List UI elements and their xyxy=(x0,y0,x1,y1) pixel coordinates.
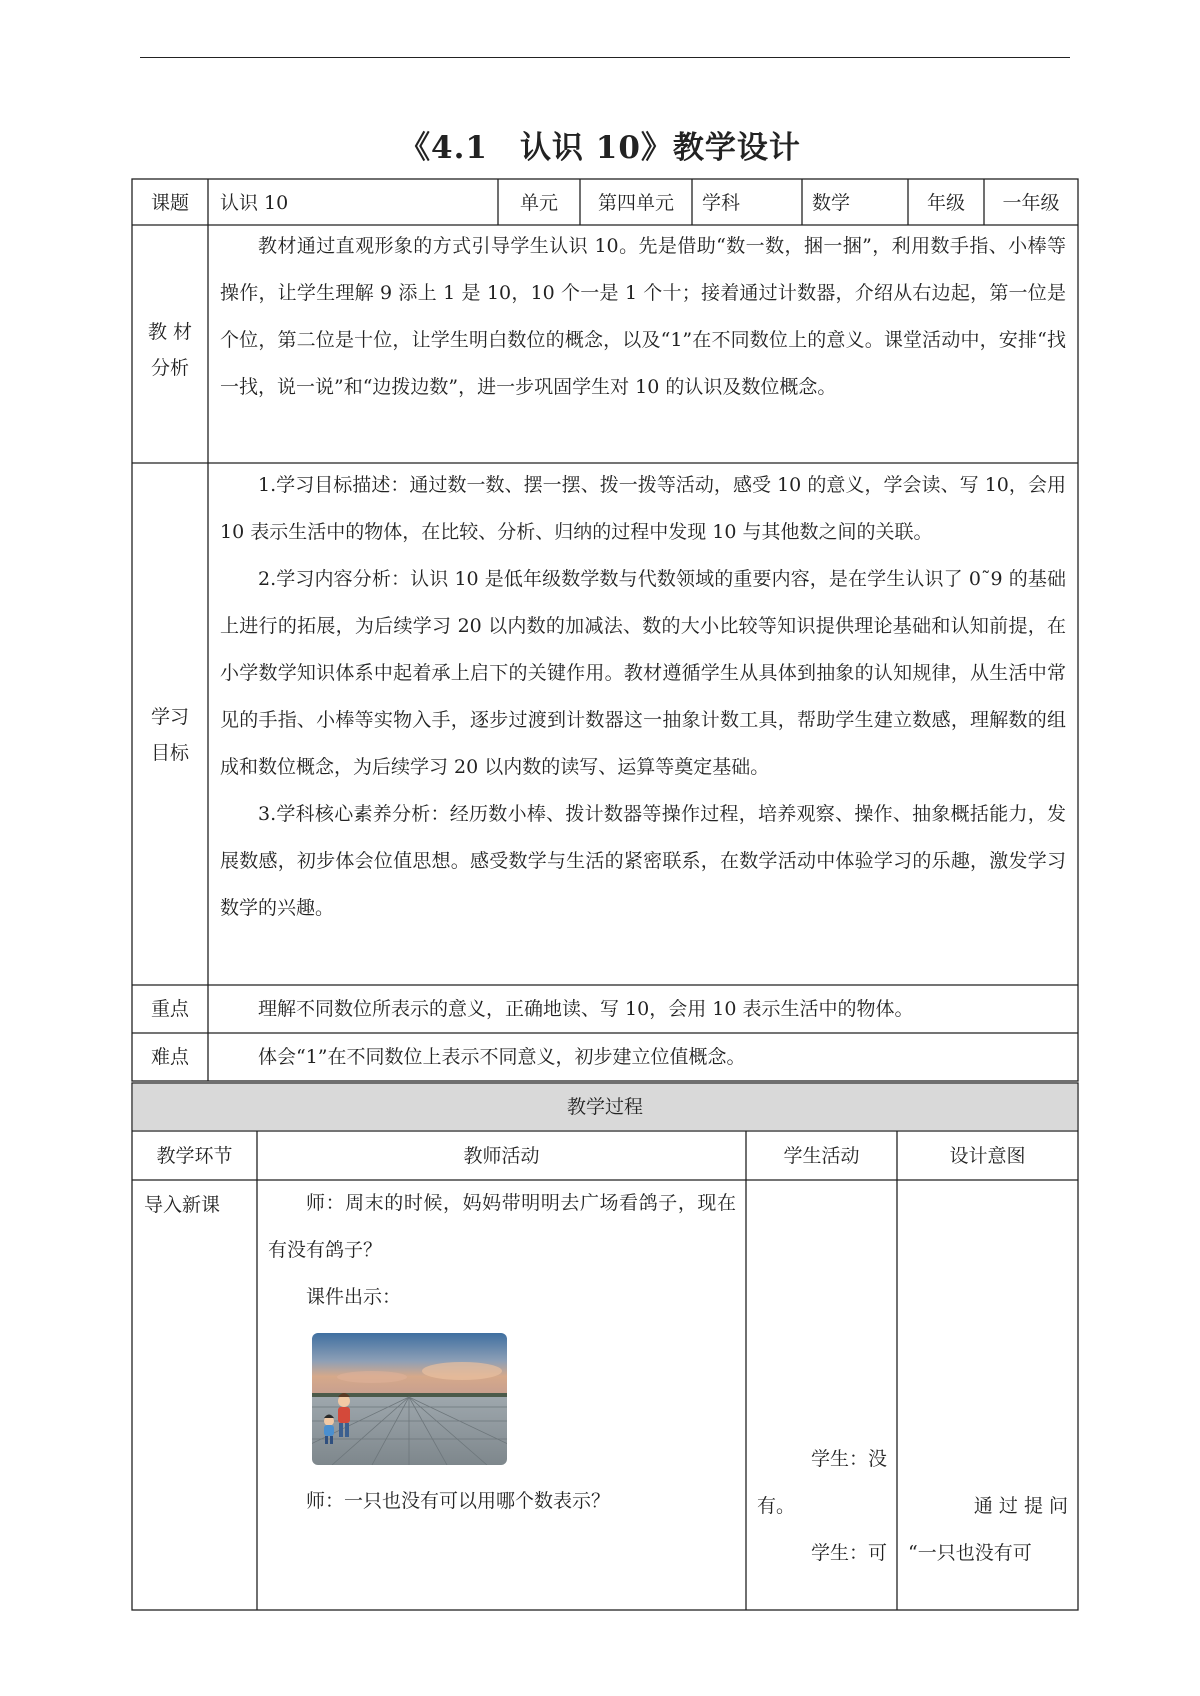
analysis-text-cell xyxy=(220,223,1066,411)
key-point-label: 重点 xyxy=(150,998,189,1020)
unit-label: 单元 xyxy=(519,192,558,214)
difficulty-label: 难点 xyxy=(150,1046,189,1068)
key-point-text: 理解不同数位所表示的意义，正确地读、写 10，会用 10 表示生活中的物体。 xyxy=(258,998,914,1020)
teacher-activity-bottom xyxy=(268,1478,736,1525)
objectives-p1: 1.学习目标描述：通过数一数、摆一摆、拨一拨等活动，感受 10 的意义，学会读、写 10，会用 10 表示生活中的物体，在比较、分析、归纳的过程中发现 10 与其他数之间的关联。 xyxy=(220,474,1066,543)
analysis-label-line2: 分析 xyxy=(150,357,189,379)
teacher-text-3: 师：一只也没有可以用哪个数表示？ xyxy=(306,1490,611,1512)
column-header-stage: 教学环节 xyxy=(156,1145,233,1167)
teacher-text-1: 师：周末的时候，妈妈带明明去广场看鸽子，现在有没有鸽子？ xyxy=(268,1192,736,1261)
student-line-3: 学生：可 xyxy=(810,1542,887,1564)
objectives-label-line2: 目标 xyxy=(150,742,189,764)
column-header-teacher: 教师活动 xyxy=(463,1145,540,1167)
objectives-label xyxy=(132,699,208,771)
intent-line-1: 通 过 提 问 xyxy=(973,1495,1068,1517)
subject-value: 数学 xyxy=(812,192,851,214)
objectives-text-cell xyxy=(220,462,1066,932)
intent-line-2: “一只也没有可 xyxy=(908,1542,1032,1564)
analysis-label-line1: 教 材 xyxy=(147,321,193,343)
column-header-student: 学生活动 xyxy=(783,1145,860,1167)
difficulty-text: 体会“1”在不同数位上表示不同意义，初步建立位值概念。 xyxy=(258,1046,746,1068)
teacher-activity-top xyxy=(268,1180,736,1321)
student-activity xyxy=(757,1436,887,1577)
analysis-text: 教材通过直观形象的方式引导学生认识 10。先是借助“数一数，捆一捆”，利用数手指、小棒等操作，让学生理解 9 添上 1 是 10，10 个一是 1 个十；接着通过计数器，介绍从右边起，第一位是个位，第二位是十位，让学生明白数位的概念，以及“1”在不同数位上的意义。课堂活动中，安排“找一找，说一说”和“边拨边数”，进一步巩固学生对 10 的认识及数位概念。 xyxy=(220,235,1066,398)
topic-value: 认识 10 xyxy=(220,192,289,214)
student-line-2: 有。 xyxy=(757,1495,796,1517)
plaza-illustration xyxy=(312,1333,507,1465)
topic-label: 课题 xyxy=(150,192,189,214)
teacher-text-2: 课件出示： xyxy=(306,1286,402,1308)
grade-value: 一年级 xyxy=(1002,192,1060,214)
process-header: 教学过程 xyxy=(566,1096,643,1118)
stage-name: 导入新课 xyxy=(144,1194,221,1216)
objectives-label-line1: 学习 xyxy=(150,706,189,728)
design-intent xyxy=(908,1483,1068,1577)
student-line-1: 学生：没 xyxy=(810,1448,887,1470)
column-header-intent: 设计意图 xyxy=(949,1145,1026,1167)
unit-value: 第四单元 xyxy=(597,192,674,214)
objectives-p3: 3.学科核心素养分析：经历数小棒、拨计数器等操作过程，培养观察、操作、抽象概括能力，发展数感，初步体会位值思想。感受数学与生活的紧密联系，在数学活动中体验学习的乐趣，激发学习数学的兴趣。 xyxy=(220,803,1066,919)
page-title: 《4.1 认识 10》教学设计 xyxy=(399,130,801,166)
analysis-label xyxy=(132,314,208,386)
grade-label: 年级 xyxy=(926,192,965,214)
header-rule xyxy=(140,57,1070,58)
subject-label: 学科 xyxy=(702,192,741,214)
objectives-p2: 2.学习内容分析：认识 10 是低年级数学数与代数领域的重要内容，是在学生认识了 0˜9 的基础上进行的拓展，为后续学习 20 以内数的加减法、数的大小比较等知识提供理论基础和认知前提，在小学数学知识体系中起着承上启下的关键作用。教材遵循学生从具体到抽象的认知规律，从生活中常见的手指、小棒等实物入手，逐步过渡到计数器这一抽象计数工具，帮助学生建立数感，理解数的组成和数位概念，为后续学习 20 以内数的读写、运算等奠定基础。 xyxy=(220,568,1066,778)
